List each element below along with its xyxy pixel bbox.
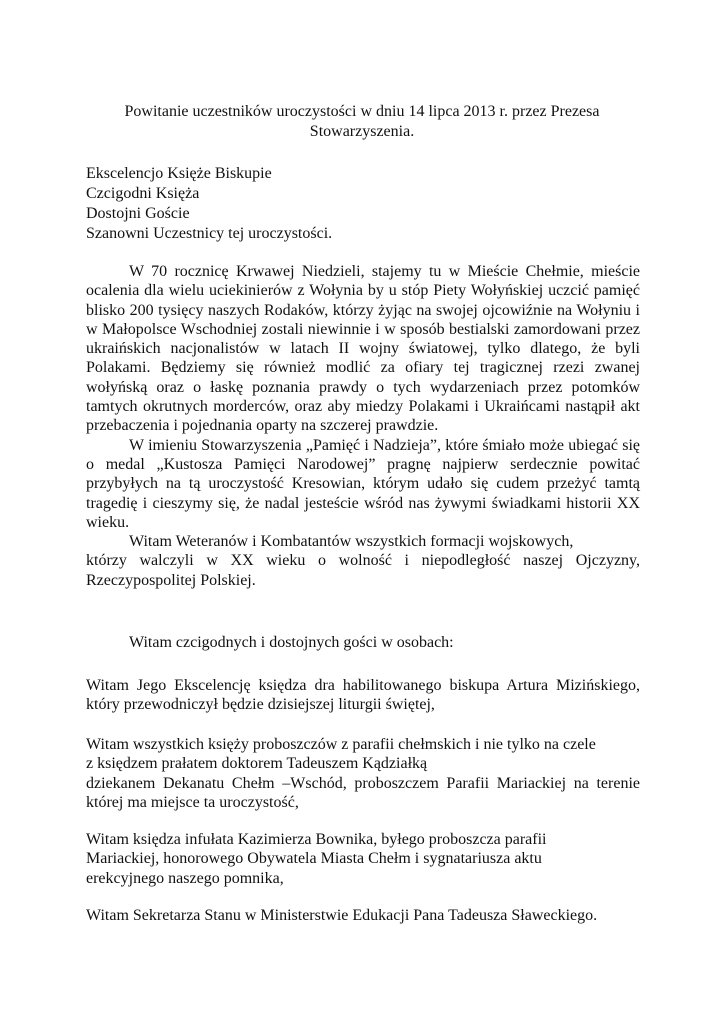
paragraph-veterans-line1: Witam Weteranów i Kombatantów wszystkich formacji wojskowych,: [129, 533, 574, 551]
title-line-2: Stowarzyszenia.: [309, 123, 415, 140]
paragraph-priests-line2: z księdzem prałatem doktorem Tadeuszem Kądziałką: [86, 755, 428, 773]
paragraph-infulat-line3: erekcyjnego naszego pomnika,: [86, 869, 284, 887]
salutation-line: Szanowni Uczestnicy tej uroczystości.: [86, 225, 333, 242]
paragraph-infulat-line2: Mariackiej, honorowego Obywatela Miasta Chełm i sygnatariusza aktu: [86, 850, 542, 868]
body-block-3: [86, 676, 640, 715]
paragraph-anniversary: W 70 rocznicę Krwawej Niedzieli, stajemy tu w Mieście Chełmie, mieście ocalenia dla wielu uciekinierów z Wołynia by u stóp Piety Wołyńskiej uczcić pamięć blisko 200 tysięcy naszych Rodaków, którzy żyjąc na swojej ojcowiźnie na Wołyniu i w Małopolsce Wschodniej zostali niewinnie i w sposób bestialski zamordowani przez ukraińskich nacjonalistów w latach II wojny światowej, tylko dlatego, że byli Polakami. Będziemy się również modlić za ofiary tej tragicznej rzezi zwanej wołyńską oraz o łaskę poznania prawdy o tych wydarzeniach przez potomków tamtych okrutnych morderców, oraz aby miedzy Polakami i Ukraińcami nastąpił akt przebaczenia i pojednania oparty na szczerej prawdzie.: [86, 263, 640, 435]
body-block-6: [86, 906, 640, 925]
paragraph-veterans-rest: którzy walczyli w XX wieku o wolność i niepodległość naszej Ojczyzny, Rzeczypospolitej Polskiej.: [86, 552, 640, 589]
salutation-line: Czcigodni Księża: [86, 185, 200, 202]
paragraph-bishop: Witam Jego Ekscelencję księdza dra habilitowanego biskupa Artura Mizińskiego, który przewodniczył będzie dzisiejszej liturgii świętej,: [86, 677, 640, 714]
body-block-5: [86, 830, 640, 888]
paragraph-secretary: Witam Sekretarza Stanu w Ministerstwie Edukacji Pana Tadeusza Sławeckiego.: [86, 907, 598, 924]
body-block-4: [86, 735, 640, 812]
body-block-1: [86, 262, 640, 590]
document-title: [86, 102, 638, 142]
paragraph-infulat-line1: Witam księdza infułata Kazimierza Bownika, byłego proboszcza parafii: [86, 831, 547, 848]
paragraph-priests-rest: dziekanem Dekanatu Chełm –Wschód, proboszczem Parafii Mariackiej na terenie której ma miejsce ta uroczystość,: [86, 774, 640, 811]
salutation-line: Ekscelencjo Księże Biskupie: [86, 165, 272, 182]
salutation-line: Dostojni Goście: [86, 205, 190, 222]
title-line-1: Powitanie uczestników uroczystości w dniu 14 lipca 2013 r. przez Prezesa: [124, 103, 600, 120]
paragraph-association-greeting: W imieniu Stowarzyszenia „Pamięć i Nadzieja”, które śmiało może ubiegać się o medal „Kustosza Pamięci Narodowej” pragnę najpierw serdecznie powitać przybyłych na tą uroczystość Kresowian, którym udało się cudem przeżyć tamtą tragedię i cieszymy się, że nadal jesteście wśród nas żywymi świadkami historii XX wieku.: [86, 436, 640, 531]
paragraph-guests-intro: Witam czcigodnych i dostojnych gości w osobach:: [129, 634, 454, 651]
paragraph-priests-line1: Witam wszystkich księży proboszczów z parafii chełmskich i nie tylko na czele: [86, 736, 596, 753]
body-block-2: [86, 633, 640, 652]
salutation-block: [86, 164, 646, 244]
